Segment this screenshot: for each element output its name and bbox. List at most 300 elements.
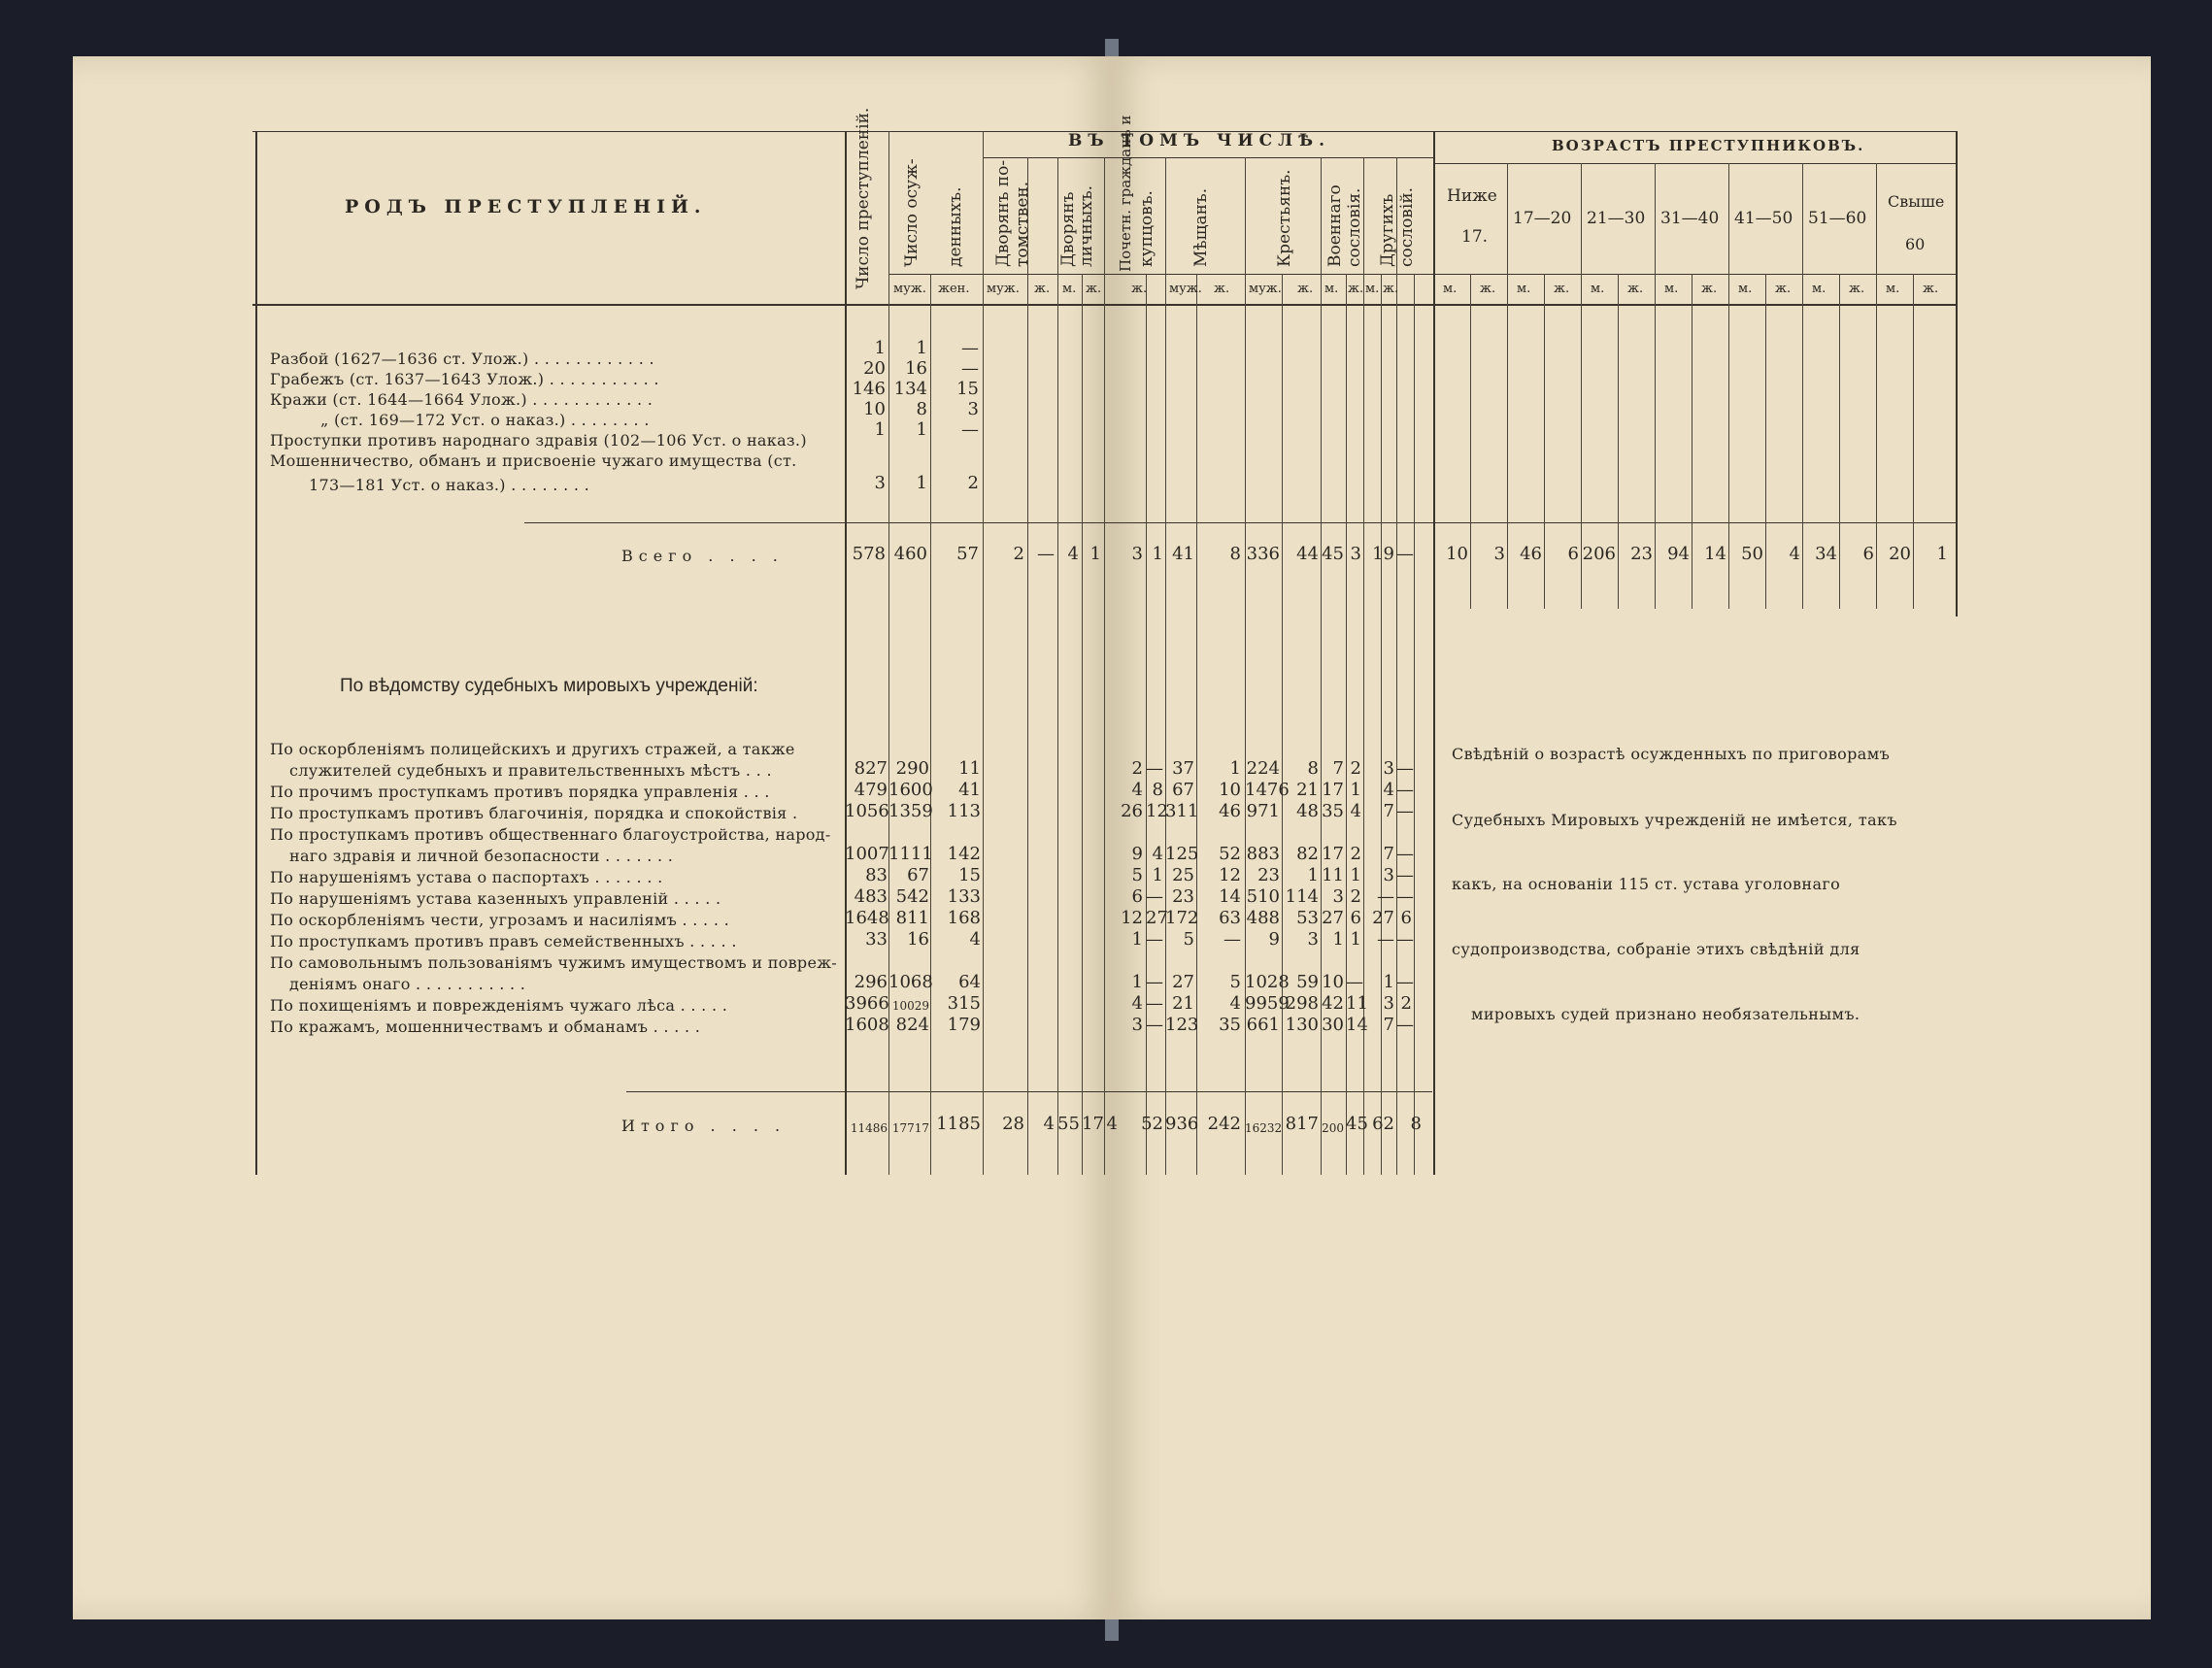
sex-header: жен. bbox=[938, 282, 970, 296]
cell-mesh-f: 1 bbox=[1229, 758, 1241, 779]
cell-total: 1056 bbox=[845, 801, 889, 821]
table-left-border bbox=[255, 131, 257, 1175]
cell-peas-f: 82 bbox=[1296, 844, 1319, 864]
col-header-nobles-personal: Дворянъ bbox=[1058, 191, 1078, 267]
col-header-peasants: Крестьянъ. bbox=[1275, 169, 1294, 267]
cell-cit-m: 5 bbox=[1131, 865, 1143, 885]
total-cell: 200 bbox=[1322, 1121, 1344, 1135]
total-cell: 578 bbox=[852, 544, 886, 564]
total-cell: 4 bbox=[1067, 544, 1079, 564]
col-header-total: Число преступленій. bbox=[854, 107, 873, 289]
col-rule bbox=[1655, 163, 1656, 609]
cell-peas-m: 9959 bbox=[1245, 993, 1290, 1014]
cell-m: 290 bbox=[895, 758, 929, 779]
cell-cit-m: 1 bbox=[1131, 972, 1143, 992]
total-cell: 62 bbox=[1372, 1114, 1394, 1134]
total-cell: 1 bbox=[1152, 544, 1163, 564]
col-header-nobles-hereditary: Дворянъ по- bbox=[993, 159, 1013, 267]
cell-m: 811 bbox=[895, 908, 929, 928]
crime-label: наго здравія и личной безопасности . . . . . . . bbox=[289, 847, 674, 865]
crime-label: По проступкамъ противъ общественнаго благоустройства, народ- bbox=[270, 825, 831, 844]
cell-peas-f: 59 bbox=[1296, 972, 1319, 992]
sex-header: ж. bbox=[1701, 282, 1718, 296]
age-rule bbox=[1435, 163, 1958, 164]
cell-m: 824 bbox=[895, 1015, 929, 1035]
total-cell: 17717 bbox=[891, 1121, 929, 1135]
sex-header: ж. bbox=[1086, 282, 1102, 296]
cell-peas-m: 510 bbox=[1246, 886, 1280, 907]
sex-header: муж. bbox=[1249, 282, 1282, 296]
total-cell: 8 bbox=[1410, 1114, 1422, 1134]
cell-mil-f: 11 bbox=[1346, 993, 1368, 1014]
total-cell: 2 bbox=[1013, 544, 1024, 564]
col-header-military: Военнаго bbox=[1325, 184, 1345, 267]
cell-mil-m: 7 bbox=[1332, 758, 1344, 779]
crime-label: Мошенничество, обманъ и присвоеніе чужаго имущества (ст. bbox=[270, 451, 797, 470]
sex-header: ж. bbox=[1775, 282, 1792, 296]
cell-total: 3 bbox=[874, 473, 886, 493]
sex-header: м. bbox=[1365, 282, 1380, 296]
crime-label: По похищеніямъ и поврежденіямъ чужаго лѣса . . . . . bbox=[270, 996, 728, 1015]
sex-header: ж. bbox=[1554, 282, 1570, 296]
total-cell: 16232 bbox=[1245, 1121, 1283, 1135]
age-total: 10 bbox=[1446, 544, 1468, 564]
cell-f: 142 bbox=[947, 844, 981, 864]
cell-cit-m: 12 bbox=[1121, 908, 1143, 928]
cell-oth-m: 7 bbox=[1383, 844, 1394, 864]
cell-m: 1 bbox=[916, 473, 927, 493]
in-number-title: ВЪ ТОМЪ ЧИСЛѢ. bbox=[1068, 131, 1331, 150]
col-rule bbox=[1507, 163, 1508, 609]
sex-header: ж. bbox=[1849, 282, 1865, 296]
age-total: 6 bbox=[1567, 544, 1579, 564]
total-cell: 4 bbox=[1106, 1114, 1118, 1134]
cell-mil-f: 1 bbox=[1350, 929, 1361, 950]
table-right-border bbox=[1956, 131, 1958, 617]
cell-f: 179 bbox=[947, 1015, 981, 1035]
cell-m: 10029 bbox=[891, 999, 929, 1013]
cell-mesh-f: 63 bbox=[1219, 908, 1241, 928]
cell-total: 1007 bbox=[845, 844, 889, 864]
cell-f: 168 bbox=[947, 908, 981, 928]
sex-header: м. bbox=[1062, 282, 1077, 296]
crime-label: По оскорбленіямъ чести, угрозамъ и насиліямъ . . . . . bbox=[270, 911, 729, 929]
age-note-line: Свѣдѣній о возрастѣ осужденныхъ по приговорамъ bbox=[1452, 745, 1891, 763]
age-note-line: какъ, на основаніи 115 ст. устава уголовнаго bbox=[1452, 875, 1841, 893]
cell-mesh-f: 14 bbox=[1219, 886, 1241, 907]
col-header-other: Другихъ bbox=[1378, 193, 1397, 267]
cell-cit-f: 27 bbox=[1146, 908, 1168, 928]
cell-total: 296 bbox=[854, 972, 888, 992]
total-cell: 4 bbox=[1043, 1114, 1055, 1134]
cell-f: 133 bbox=[947, 886, 981, 907]
section1-total-label: Всего . . . . bbox=[621, 547, 784, 565]
total-cell: 45 bbox=[1346, 1114, 1368, 1134]
cell-total: 1608 bbox=[845, 1015, 889, 1035]
cell-mesh-m: 311 bbox=[1165, 801, 1199, 821]
cell-oth-f: 6 bbox=[1400, 908, 1412, 928]
cell-cit-f: — bbox=[1146, 993, 1163, 1014]
cell-cit-f: — bbox=[1146, 1015, 1163, 1035]
cell-mil-f: 1 bbox=[1350, 865, 1361, 885]
age-note-line: Судебныхъ Мировыхъ учрежденій не имѣется, такъ bbox=[1452, 811, 1898, 829]
total-cell: 460 bbox=[893, 544, 927, 564]
cell-mesh-m: 37 bbox=[1172, 758, 1194, 779]
cell-total: 83 bbox=[865, 865, 888, 885]
col-rule bbox=[1581, 163, 1582, 609]
col-rule bbox=[1876, 163, 1877, 609]
cell-cit-f: — bbox=[1146, 886, 1163, 907]
col-header-nobles-hereditary-2: томствен. bbox=[1013, 181, 1032, 267]
cell-oth-m: 1 bbox=[1383, 972, 1394, 992]
cell-mesh-m: 27 bbox=[1172, 972, 1194, 992]
cell-m: 67 bbox=[907, 865, 929, 885]
col-header-meshchane: Мѣщанъ. bbox=[1191, 187, 1211, 267]
col-rule bbox=[1728, 163, 1729, 609]
cell-oth-m: 3 bbox=[1383, 993, 1394, 1014]
total-cell: 8 bbox=[1229, 544, 1241, 564]
cell-mil-m: 27 bbox=[1322, 908, 1344, 928]
cell-peas-m: 224 bbox=[1246, 758, 1280, 779]
col-header-convicted-2: денныхъ. bbox=[946, 186, 965, 267]
cell-mil-f: 2 bbox=[1350, 758, 1361, 779]
crime-label: Проступки противъ народнаго здравія (102—106 Уст. о наказ.) bbox=[270, 431, 807, 450]
sex-header: м. bbox=[1324, 282, 1339, 296]
age-header-under17: Ниже bbox=[1447, 186, 1497, 206]
cell-oth-f: — bbox=[1396, 758, 1414, 779]
cell-mil-m: 42 bbox=[1322, 993, 1344, 1014]
cell-mesh-f: 10 bbox=[1219, 780, 1241, 800]
age-header-under17-2: 17. bbox=[1461, 227, 1489, 247]
cell-mil-m: 1 bbox=[1332, 929, 1344, 950]
cell-f: 15 bbox=[958, 865, 981, 885]
cell-total: 146 bbox=[852, 379, 886, 399]
age-total: 20 bbox=[1889, 544, 1911, 564]
cell-m: 542 bbox=[895, 886, 929, 907]
cell-total: 1 bbox=[874, 419, 886, 440]
age-block-border bbox=[1433, 131, 1435, 1175]
age-note-line: судопроизводства, собраніе этихъ свѣдѣній для bbox=[1452, 940, 1860, 958]
section2-total-label: Итого . . . . bbox=[621, 1117, 787, 1135]
cell-m: 1 bbox=[916, 338, 927, 358]
cell-oth-m: — bbox=[1377, 886, 1394, 907]
total-cell: 3 bbox=[1131, 544, 1143, 564]
cell-mesh-m: 21 bbox=[1172, 993, 1194, 1014]
sex-header: м. bbox=[1443, 282, 1458, 296]
cell-f: 3 bbox=[967, 399, 979, 419]
cell-oth-m: 3 bbox=[1383, 865, 1394, 885]
cell-m: 16 bbox=[905, 358, 927, 379]
age-total: 4 bbox=[1789, 544, 1800, 564]
sex-header: муж. bbox=[1169, 282, 1202, 296]
cell-peas-f: 114 bbox=[1285, 886, 1319, 907]
section1-total-rule bbox=[524, 522, 1957, 523]
cell-oth-f: — bbox=[1396, 972, 1414, 992]
age-total: 206 bbox=[1582, 544, 1616, 564]
col-rule bbox=[983, 131, 984, 1175]
cell-mesh-m: 5 bbox=[1183, 929, 1194, 950]
cell-cit-f: 8 bbox=[1152, 780, 1163, 800]
total-cell: 41 bbox=[1172, 544, 1194, 564]
cell-cit-f: 4 bbox=[1152, 844, 1163, 864]
cell-f: — bbox=[961, 419, 979, 440]
total-cell: 17 bbox=[1082, 1114, 1104, 1134]
crime-label: служителей судебныхъ и правительственныхъ мѣстъ . . . bbox=[289, 761, 772, 780]
section2-total-rule bbox=[626, 1091, 1432, 1092]
cell-oth-m: 7 bbox=[1383, 1015, 1394, 1035]
cell-mil-f: 6 bbox=[1350, 908, 1361, 928]
cell-cit-m: 1 bbox=[1131, 929, 1143, 950]
cell-oth-f: 2 bbox=[1400, 993, 1412, 1014]
sex-header: муж. bbox=[987, 282, 1020, 296]
age-header-31-40: 31—40 bbox=[1660, 209, 1720, 228]
cell-peas-f: 8 bbox=[1307, 758, 1319, 779]
cell-total: 483 bbox=[854, 886, 888, 907]
age-total: 94 bbox=[1667, 544, 1690, 564]
total-cell: 1 bbox=[1089, 544, 1101, 564]
cell-mil-f: 14 bbox=[1346, 1015, 1368, 1035]
col-rule bbox=[1082, 274, 1083, 1175]
sex-header: м. bbox=[1517, 282, 1531, 296]
age-total: 50 bbox=[1741, 544, 1763, 564]
cell-oth-f: — bbox=[1396, 865, 1414, 885]
cell-mil-m: 3 bbox=[1332, 886, 1344, 907]
cell-peas-f: 1 bbox=[1307, 865, 1319, 885]
cell-total: 3966 bbox=[845, 993, 889, 1014]
cell-total: 1 bbox=[874, 338, 886, 358]
col-rule bbox=[1057, 157, 1058, 1175]
cell-peas-m: 9 bbox=[1268, 929, 1280, 950]
cell-f: 4 bbox=[969, 929, 981, 950]
cell-mil-f: — bbox=[1346, 972, 1363, 992]
cell-mesh-m: 125 bbox=[1165, 844, 1199, 864]
total-cell: — bbox=[1037, 544, 1055, 564]
cell-f: 64 bbox=[958, 972, 981, 992]
col-rule bbox=[1381, 274, 1382, 1175]
cell-mil-m: 17 bbox=[1322, 844, 1344, 864]
cell-cit-m: 6 bbox=[1131, 886, 1143, 907]
crime-label: По нарушеніямъ устава казенныхъ управленій . . . . . bbox=[270, 889, 721, 908]
cell-cit-f: — bbox=[1146, 758, 1163, 779]
cell-m: 1111 bbox=[888, 844, 933, 864]
total-cell: 52 bbox=[1141, 1114, 1163, 1134]
crime-label: По прочимъ проступкамъ противъ порядка управленія . . . bbox=[270, 783, 770, 801]
cell-oth-f: — bbox=[1396, 886, 1414, 907]
sex-header: ж. bbox=[1348, 282, 1364, 296]
total-cell: 336 bbox=[1246, 544, 1280, 564]
col-rule bbox=[1196, 274, 1197, 1175]
col-rule bbox=[1146, 274, 1147, 1175]
cell-peas-m: 1476 bbox=[1245, 780, 1290, 800]
cell-mesh-f: 12 bbox=[1219, 865, 1241, 885]
cell-mesh-m: 23 bbox=[1172, 886, 1194, 907]
sex-header: м. bbox=[1591, 282, 1605, 296]
cell-peas-f: 3 bbox=[1307, 929, 1319, 950]
section2-title: По вѣдомству судебныхъ мировыхъ учрежденій: bbox=[340, 676, 758, 696]
crime-label: 173—181 Уст. о наказ.) . . . . . . . . bbox=[309, 476, 590, 494]
cell-oth-f: — bbox=[1396, 844, 1414, 864]
cell-m: 1600 bbox=[888, 780, 933, 800]
cell-peas-f: 130 bbox=[1285, 1015, 1319, 1035]
sex-header: ж. bbox=[1214, 282, 1230, 296]
cell-mesh-m: 172 bbox=[1165, 908, 1199, 928]
cell-mesh-f: 35 bbox=[1219, 1015, 1241, 1035]
cell-mil-m: 30 bbox=[1322, 1015, 1344, 1035]
col-rule bbox=[1414, 274, 1415, 1175]
cell-cit-f: — bbox=[1146, 972, 1163, 992]
cell-peas-f: 53 bbox=[1296, 908, 1319, 928]
cell-mil-m: 17 bbox=[1322, 780, 1344, 800]
col-rule bbox=[1346, 274, 1347, 1175]
age-header-over60: Свыше bbox=[1888, 192, 1945, 211]
total-cell: 242 bbox=[1207, 1114, 1241, 1134]
col-header-nobles-personal-2: личныхъ. bbox=[1077, 184, 1096, 267]
crime-label: Грабежъ (ст. 1637—1643 Улож.) . . . . . . . . . . . bbox=[270, 370, 659, 388]
cell-cit-m: 9 bbox=[1131, 844, 1143, 864]
cell-mesh-f: — bbox=[1223, 929, 1241, 950]
cell-m: 16 bbox=[907, 929, 929, 950]
cell-total: 10 bbox=[863, 399, 886, 419]
cell-f: 11 bbox=[958, 758, 981, 779]
cell-total: 20 bbox=[863, 358, 886, 379]
sex-header: м. bbox=[1664, 282, 1679, 296]
cell-peas-m: 971 bbox=[1246, 801, 1280, 821]
cell-peas-m: 883 bbox=[1246, 844, 1280, 864]
cell-m: 1 bbox=[916, 419, 927, 440]
cell-mesh-m: 123 bbox=[1165, 1015, 1199, 1035]
total-cell: 57 bbox=[956, 544, 979, 564]
kind-column-title: РОДЪ ПРЕСТУПЛЕНІЙ. bbox=[345, 196, 707, 217]
sex-header: ж. bbox=[1480, 282, 1496, 296]
cell-total: 827 bbox=[854, 758, 888, 779]
cell-peas-m: 23 bbox=[1257, 865, 1280, 885]
age-note-line: мировыхъ судей признано необязательнымъ. bbox=[1471, 1005, 1860, 1023]
cell-cit-m: 4 bbox=[1131, 993, 1143, 1014]
cell-oth-m: 3 bbox=[1383, 758, 1394, 779]
total-cell: 11486 bbox=[850, 1121, 888, 1135]
total-cell: 3 bbox=[1350, 544, 1361, 564]
cell-m: 134 bbox=[893, 379, 927, 399]
col-header-honorary-citizens-2: купцовъ. bbox=[1137, 190, 1156, 267]
sex-header: ж. bbox=[1627, 282, 1644, 296]
cell-f: 15 bbox=[956, 379, 979, 399]
cell-m: 1068 bbox=[888, 972, 933, 992]
total-cell: 44 bbox=[1296, 544, 1319, 564]
crime-label: „ (ст. 169—172 Уст. о наказ.) . . . . . . . . bbox=[320, 411, 650, 429]
cell-mil-f: 1 bbox=[1350, 780, 1361, 800]
cell-peas-m: 661 bbox=[1246, 1015, 1280, 1035]
cell-mil-m: 11 bbox=[1322, 865, 1344, 885]
sex-header: ж. bbox=[1034, 282, 1051, 296]
cell-f: 315 bbox=[947, 993, 981, 1014]
cell-total: 33 bbox=[865, 929, 888, 950]
col-rule bbox=[1282, 274, 1283, 1175]
crime-label: По самовольнымъ пользованіямъ чужимъ имуществомъ и повреж- bbox=[270, 953, 837, 972]
col-header-convicted: Число осуж- bbox=[902, 158, 922, 267]
crime-label: По проступкамъ противъ правъ семейственныхъ . . . . . bbox=[270, 932, 737, 951]
cell-f: — bbox=[961, 338, 979, 358]
sex-header: муж. bbox=[893, 282, 926, 296]
age-header-41-50: 41—50 bbox=[1734, 209, 1793, 228]
total-cell: 55 bbox=[1057, 1114, 1080, 1134]
age-total: 1 bbox=[1936, 544, 1948, 564]
cell-cit-m: 3 bbox=[1131, 1015, 1143, 1035]
cell-peas-f: 298 bbox=[1285, 993, 1319, 1014]
cell-oth-f: — bbox=[1396, 780, 1414, 800]
cell-f: 2 bbox=[967, 473, 979, 493]
cell-peas-m: 1028 bbox=[1245, 972, 1290, 992]
age-total: 34 bbox=[1815, 544, 1837, 564]
cell-total: 479 bbox=[854, 780, 888, 800]
age-header-51-60: 51—60 bbox=[1808, 209, 1867, 228]
cell-cit-f: — bbox=[1146, 929, 1163, 950]
crime-label: Кражи (ст. 1644—1664 Улож.) . . . . . . . . . . . . bbox=[270, 390, 654, 409]
cell-cit-f: 12 bbox=[1146, 801, 1168, 821]
sex-header: м. bbox=[1738, 282, 1753, 296]
total-cell: 28 bbox=[1002, 1114, 1024, 1134]
cell-mil-f: 4 bbox=[1350, 801, 1361, 821]
cell-cit-f: 1 bbox=[1152, 865, 1163, 885]
total-cell: 1185 bbox=[936, 1114, 981, 1134]
age-total: 6 bbox=[1862, 544, 1874, 564]
col-header-honorary-citizens: Почетн. гражданъ и bbox=[1117, 115, 1134, 272]
cell-f: 41 bbox=[958, 780, 981, 800]
cell-total: 1648 bbox=[845, 908, 889, 928]
cell-f: — bbox=[961, 358, 979, 379]
cell-m: 8 bbox=[916, 399, 927, 419]
cell-mesh-f: 52 bbox=[1219, 844, 1241, 864]
cell-peas-f: 21 bbox=[1296, 780, 1319, 800]
sex-header: м. bbox=[1812, 282, 1827, 296]
crime-label: По проступкамъ противъ благочинія, порядка и спокойствія . bbox=[270, 804, 798, 822]
total-cell: 45 bbox=[1322, 544, 1344, 564]
cell-mesh-m: 67 bbox=[1172, 780, 1194, 800]
age-header-17-20: 17—20 bbox=[1513, 209, 1572, 228]
total-cell: — bbox=[1396, 544, 1414, 564]
age-total: 14 bbox=[1704, 544, 1726, 564]
cell-cit-m: 26 bbox=[1121, 801, 1143, 821]
crime-label: Разбой (1627—1636 ст. Улож.) . . . . . . . . . . . . bbox=[270, 350, 654, 368]
sex-rule bbox=[888, 274, 1957, 275]
sex-header: ж. bbox=[1923, 282, 1939, 296]
cell-oth-f: — bbox=[1396, 801, 1414, 821]
crime-label: деніямъ онаго . . . . . . . . . . . bbox=[289, 975, 526, 993]
cell-mesh-f: 5 bbox=[1229, 972, 1241, 992]
total-cell: 817 bbox=[1285, 1114, 1319, 1134]
age-total: 23 bbox=[1630, 544, 1653, 564]
age-total: 46 bbox=[1520, 544, 1542, 564]
col-header-other-2: сословій. bbox=[1397, 186, 1417, 267]
sex-header: ж. bbox=[1383, 282, 1399, 296]
age-header-21-30: 21—30 bbox=[1587, 209, 1646, 228]
cell-oth-m: 4 bbox=[1383, 780, 1394, 800]
ingroup-rule bbox=[983, 157, 1434, 158]
cell-mesh-f: 4 bbox=[1229, 993, 1241, 1014]
cell-mil-m: 35 bbox=[1322, 801, 1344, 821]
total-cell: 19 bbox=[1372, 544, 1394, 564]
cell-mil-f: 2 bbox=[1350, 886, 1361, 907]
crime-label: По нарушеніямъ устава о паспортахъ . . . . . . . bbox=[270, 868, 663, 886]
age-title: ВОЗРАСТЪ ПРЕСТУПНИКОВЪ. bbox=[1552, 137, 1865, 154]
cell-mesh-f: 46 bbox=[1219, 801, 1241, 821]
cell-cit-m: 2 bbox=[1131, 758, 1143, 779]
total-cell: 936 bbox=[1165, 1114, 1199, 1134]
sex-header: ж. bbox=[1297, 282, 1314, 296]
cell-f: 113 bbox=[947, 801, 981, 821]
crime-label: По кражамъ, мошенничествамъ и обманамъ . . . . . bbox=[270, 1017, 701, 1036]
cell-mesh-m: 25 bbox=[1172, 865, 1194, 885]
cell-oth-m: 7 bbox=[1383, 801, 1394, 821]
